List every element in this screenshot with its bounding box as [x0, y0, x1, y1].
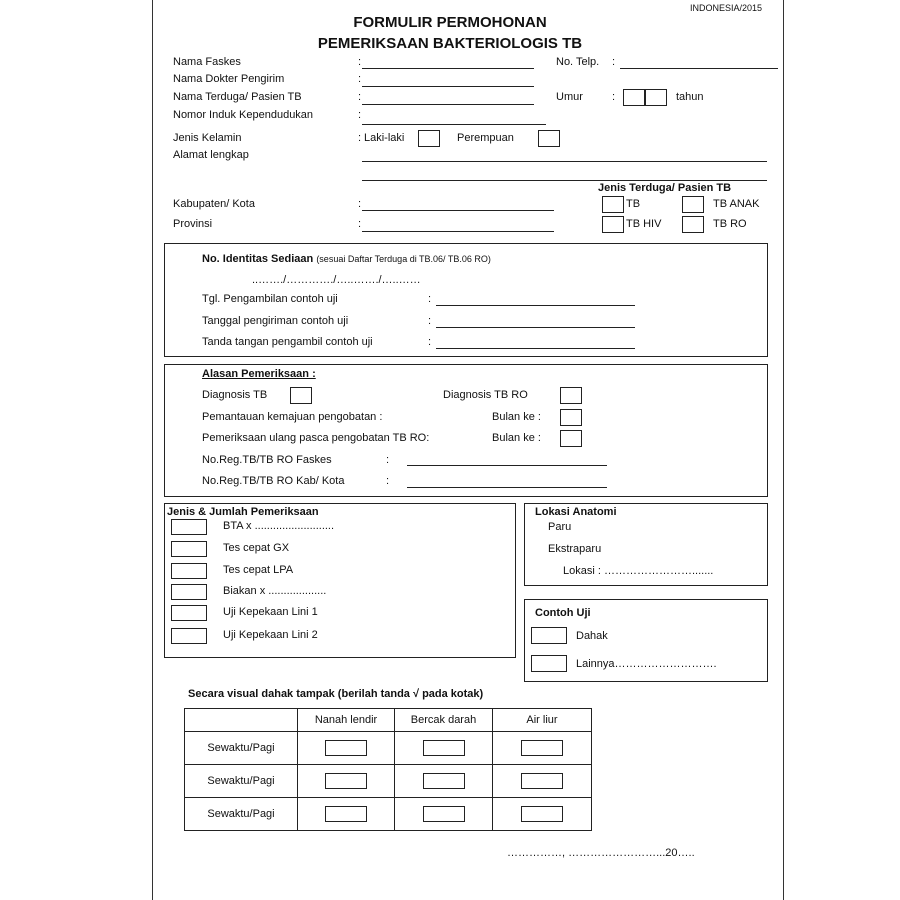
tgl-pengiriman-field[interactable] [436, 327, 635, 328]
jenis-pemeriksaan-title: Jenis & Jumlah Pemeriksaan [167, 506, 319, 518]
colon: : [612, 56, 616, 68]
option-tb: TB [626, 198, 641, 210]
laki-laki-checkbox[interactable] [418, 130, 440, 147]
option-tb-ro: TB RO [713, 218, 747, 230]
table-cell [395, 732, 493, 765]
bta-checkbox[interactable] [171, 519, 207, 535]
label-dahak: Dahak [576, 630, 608, 642]
column-bercak-darah: Bercak darah [395, 709, 493, 732]
row-label: Sewaktu/Pagi [185, 732, 298, 765]
form-title-line1: FORMULIR PERMOHONAN [353, 14, 547, 31]
row-label: Sewaktu/Pagi [185, 798, 298, 831]
label-alamat: Alamat lengkap [173, 149, 249, 161]
jenis-terduga-title: Jenis Terduga/ Pasien TB [598, 182, 732, 194]
column-nanah-lendir: Nanah lendir [298, 709, 395, 732]
no-telp-field[interactable] [620, 68, 778, 69]
label-uji-kepekaan-2: Uji Kepekaan Lini 2 [223, 629, 318, 641]
visual-title: Secara visual dahak tampak (berilah tanda √ pada kotak) [188, 688, 484, 700]
table-cell [298, 732, 395, 765]
table-row [185, 798, 592, 831]
contoh-uji-title: Contoh Uji [535, 607, 591, 619]
label-bulan-ke: Bulan ke : [492, 432, 541, 444]
table-cell [493, 765, 592, 798]
colon: : [428, 293, 432, 305]
table-cell [298, 798, 395, 831]
pemeriksaan-ulang-bulan-checkbox[interactable] [560, 430, 582, 447]
air-liur-checkbox[interactable] [521, 773, 563, 789]
alamat-field-1[interactable] [362, 161, 767, 162]
table-cell [395, 798, 493, 831]
noreg-kab-field[interactable] [407, 487, 607, 488]
colon: : [358, 91, 362, 103]
alamat-field-2[interactable] [362, 180, 767, 181]
table-header-empty [185, 709, 298, 732]
label-diagnosis-tb-ro: Diagnosis TB RO [443, 389, 528, 401]
colon: : [358, 109, 362, 121]
nama-dokter-field[interactable] [362, 86, 534, 87]
bercak-darah-checkbox[interactable] [423, 773, 465, 789]
bercak-darah-checkbox[interactable] [423, 740, 465, 756]
label-uji-kepekaan-1: Uji Kepekaan Lini 1 [223, 606, 318, 618]
umur-digit-2[interactable] [645, 89, 667, 106]
label-jenis-kelamin: Jenis Kelamin [173, 132, 242, 144]
colon: : [612, 91, 616, 103]
colon: : [428, 336, 432, 348]
label-pemeriksaan-ulang: Pemeriksaan ulang pasca pengobatan TB RO: [202, 432, 430, 444]
label-paru[interactable]: Paru [548, 521, 572, 533]
form-code: INDONESIA/2015 [690, 3, 763, 13]
colon: : [386, 475, 390, 487]
kabupaten-field[interactable] [362, 210, 554, 211]
table-cell [395, 765, 493, 798]
tes-cepat-gx-checkbox[interactable] [171, 541, 207, 557]
label-provinsi: Provinsi [173, 218, 213, 230]
tgl-pengambilan-field[interactable] [436, 305, 635, 306]
label-no-telp: No. Telp. [556, 56, 600, 68]
option-tb-hiv: TB HIV [626, 218, 662, 230]
tb-ro-checkbox[interactable] [682, 216, 704, 233]
label-diagnosis-tb: Diagnosis TB [202, 389, 268, 401]
lainnya-checkbox[interactable] [531, 655, 567, 672]
lokasi-field[interactable]: Lokasi : ……………………....... [563, 565, 714, 577]
colon: : [358, 56, 362, 68]
nanah-lendir-checkbox[interactable] [325, 740, 367, 756]
row-label: Sewaktu/Pagi [185, 765, 298, 798]
label-noreg-kab: No.Reg.TB/TB RO Kab/ Kota [202, 475, 345, 487]
jenis-pemeriksaan-section [164, 503, 516, 658]
identitas-heading [202, 253, 491, 265]
table-row [185, 765, 592, 798]
uji-kepekaan-1-checkbox[interactable] [171, 605, 207, 621]
diagnosis-tb-checkbox[interactable] [290, 387, 312, 404]
label-perempuan: Perempuan [457, 132, 514, 144]
provinsi-field[interactable] [362, 231, 554, 232]
perempuan-checkbox[interactable] [538, 130, 560, 147]
label-nama-faskes: Nama Faskes [173, 56, 241, 68]
colon: : [358, 132, 362, 144]
visual-table [184, 708, 592, 831]
tes-cepat-lpa-checkbox[interactable] [171, 563, 207, 579]
colon: : [428, 315, 432, 327]
column-air-liur: Air liur [493, 709, 592, 732]
table-header-row [185, 709, 592, 732]
colon: : [358, 218, 362, 230]
lokasi-anatomi-title: Lokasi Anatomi [535, 506, 617, 518]
label-ekstraparu[interactable]: Ekstraparu [548, 543, 602, 555]
label-tahun: tahun [676, 91, 704, 103]
tb-anak-checkbox[interactable] [682, 196, 704, 213]
table-cell [493, 798, 592, 831]
bercak-darah-checkbox[interactable] [423, 806, 465, 822]
label-pemantauan: Pemantauan kemajuan pengobatan : [202, 411, 383, 423]
label-tes-cepat-lpa: Tes cepat LPA [223, 564, 294, 576]
biakan-checkbox[interactable] [171, 584, 207, 600]
identitas-note: (sesuai Daftar Terduga di TB.06/ TB.06 RO) [316, 254, 491, 264]
colon: : [386, 454, 390, 466]
nama-terduga-field[interactable] [362, 104, 534, 105]
label-biakan: Biakan x ................... [223, 585, 327, 597]
tanda-tangan-field[interactable] [436, 348, 635, 349]
table-row [185, 732, 592, 765]
label-tgl-pengambilan: Tgl. Pengambilan contoh uji [202, 293, 338, 305]
label-nama-dokter: Nama Dokter Pengirim [173, 73, 285, 85]
label-laki-laki: Laki-laki [364, 132, 405, 144]
noreg-faskes-field[interactable] [407, 465, 607, 466]
tb-checkbox[interactable] [602, 196, 624, 213]
air-liur-checkbox[interactable] [521, 806, 563, 822]
label-bta: BTA x .......................... [223, 520, 335, 532]
label-nik: Nomor Induk Kependudukan [173, 109, 314, 121]
label-tanda-tangan: Tanda tangan pengambil contoh uji [202, 336, 373, 348]
table-cell [298, 765, 395, 798]
label-lainnya: Lainnya………………………. [576, 658, 717, 670]
pemantauan-bulan-checkbox[interactable] [560, 409, 582, 426]
form-title-line2: PEMERIKSAAN BAKTERIOLOGIS TB [317, 35, 583, 52]
nanah-lendir-checkbox[interactable] [325, 806, 367, 822]
uji-kepekaan-2-checkbox[interactable] [171, 628, 207, 644]
label-nama-terduga: Nama Terduga/ Pasien TB [173, 91, 302, 103]
option-tb-anak: TB ANAK [713, 198, 760, 210]
nik-field[interactable] [362, 124, 546, 125]
label-umur: Umur [556, 91, 583, 103]
label-kabupaten: Kabupaten/ Kota [173, 198, 255, 210]
tb-hiv-checkbox[interactable] [602, 216, 624, 233]
diagnosis-tb-ro-checkbox[interactable] [560, 387, 582, 404]
nanah-lendir-checkbox[interactable] [325, 773, 367, 789]
colon: : [358, 198, 362, 210]
air-liur-checkbox[interactable] [521, 740, 563, 756]
date-line-field[interactable]: ……………, ……………………...20….. [507, 847, 695, 859]
umur-digit-1[interactable] [623, 89, 645, 106]
label-tes-cepat-gx: Tes cepat GX [223, 542, 290, 554]
label-noreg-faskes: No.Reg.TB/TB RO Faskes [202, 454, 332, 466]
nama-faskes-field[interactable] [362, 68, 534, 69]
identitas-number-field[interactable]: ..……./…………./…..……./…..…… [252, 274, 421, 286]
label-bulan-ke: Bulan ke : [492, 411, 541, 423]
table-cell [493, 732, 592, 765]
alasan-title: Alasan Pemeriksaan : [202, 368, 316, 380]
label-tgl-pengiriman: Tanggal pengiriman contoh uji [202, 315, 349, 327]
colon: : [358, 73, 362, 85]
identitas-title: No. Identitas Sediaan [202, 253, 314, 265]
dahak-checkbox[interactable] [531, 627, 567, 644]
